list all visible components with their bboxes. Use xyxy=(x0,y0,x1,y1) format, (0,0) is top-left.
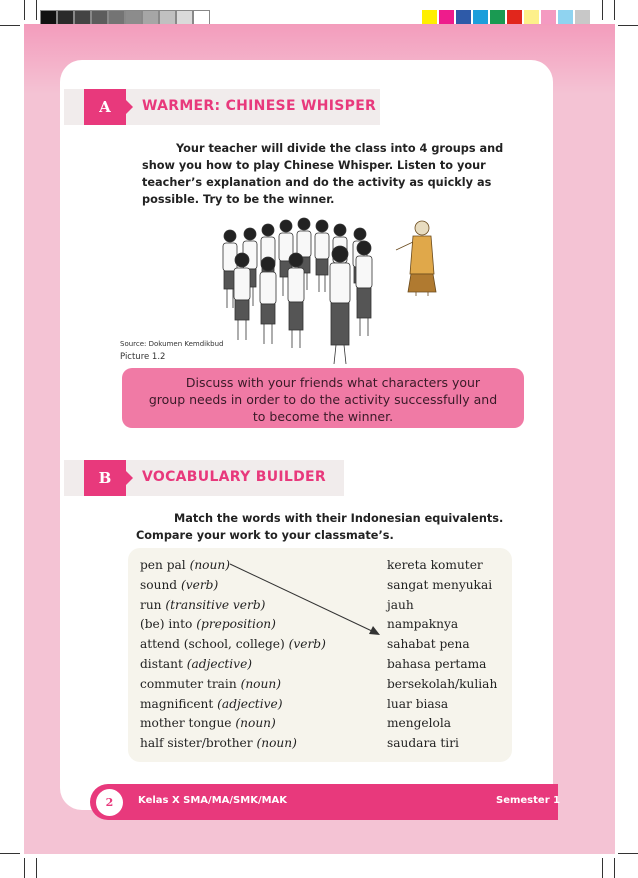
indonesian-term: luar biasa xyxy=(387,696,449,711)
indonesian-term: kereta komuter xyxy=(387,558,483,572)
term-part-of-speech: (transitive verb) xyxy=(165,597,266,612)
crop-mark xyxy=(24,0,25,20)
term-word: magnificent xyxy=(140,696,214,711)
term-word: mother tongue xyxy=(140,716,232,731)
term-part-of-speech: (noun) xyxy=(235,716,276,731)
term-word: pen pal xyxy=(140,558,186,572)
term-word: half sister/brother xyxy=(140,736,253,751)
english-term xyxy=(140,716,276,730)
section-b-letter: B xyxy=(84,460,126,496)
picture-caption: Picture 1.2 xyxy=(120,352,166,362)
section-a-letter: A xyxy=(84,89,126,125)
term-part-of-speech: (preposition) xyxy=(196,617,276,632)
term-part-of-speech: (noun) xyxy=(240,676,281,691)
registration-swatch xyxy=(575,10,590,25)
crop-mark xyxy=(618,853,638,854)
image-source-credit: Source: Dokumen Kemdikbud xyxy=(120,340,224,348)
indonesian-term: sahabat pena xyxy=(387,637,470,652)
term-word: (be) into xyxy=(140,617,193,632)
term-part-of-speech: (noun) xyxy=(189,558,230,572)
term-part-of-speech: (noun) xyxy=(256,736,297,751)
english-term xyxy=(140,558,230,572)
registration-swatch xyxy=(456,10,471,25)
crop-mark xyxy=(602,0,603,20)
instruction-line: Match the words with their Indonesian equivalents. xyxy=(174,512,504,525)
registration-swatch xyxy=(541,10,556,25)
paragraph-line: teacher’s explanation and do the activity as quickly as xyxy=(142,176,492,189)
registration-swatch xyxy=(490,10,505,25)
crop-mark xyxy=(602,858,603,878)
crop-mark xyxy=(24,858,25,878)
student-figure xyxy=(315,220,329,292)
crop-mark xyxy=(0,25,20,26)
section-a-paragraph xyxy=(142,140,508,208)
indonesian-term: bahasa pertama xyxy=(387,657,487,671)
term-part-of-speech: (adjective) xyxy=(186,657,253,671)
english-term xyxy=(140,677,281,691)
crop-mark xyxy=(618,25,638,26)
teacher-figure xyxy=(396,221,436,296)
term-word: attend (school, college) xyxy=(140,637,285,652)
paragraph-line: possible. Try to be the winner. xyxy=(142,193,335,206)
section-a-arrow-icon xyxy=(126,100,133,114)
english-term xyxy=(140,736,297,750)
english-term xyxy=(140,657,252,671)
section-b-title: VOCABULARY BUILDER xyxy=(142,469,326,485)
indonesian-term: jauh xyxy=(387,597,414,612)
section-b-instructions xyxy=(136,510,516,544)
term-part-of-speech: (verb) xyxy=(180,577,219,592)
instruction-line: Compare your work to your classmate’s. xyxy=(136,529,394,542)
term-word: sound xyxy=(140,577,178,592)
students-line-illustration xyxy=(210,212,450,368)
registration-swatch xyxy=(524,10,539,25)
crop-mark xyxy=(36,0,37,20)
example-match-arrow xyxy=(228,560,388,640)
paragraph-line: Your teacher will divide the class into 4 groups and xyxy=(176,142,504,155)
section-b-arrow-icon xyxy=(126,471,133,485)
registration-swatch xyxy=(422,10,437,25)
registration-swatch xyxy=(507,10,522,25)
crop-mark xyxy=(614,858,615,878)
term-part-of-speech: (verb) xyxy=(288,637,326,652)
indonesian-term: saudara tiri xyxy=(387,736,459,751)
paragraph-line: show you how to play Chinese Whisper. Listen to your xyxy=(142,159,486,172)
student-figure xyxy=(330,246,350,364)
discussion-line: Discuss with your friends what characters your xyxy=(185,375,481,390)
term-word: run xyxy=(140,597,162,612)
book-title: Kelas X SMA/MA/SMK/MAK xyxy=(138,795,288,806)
page-number: 2 xyxy=(96,789,123,816)
discussion-line: to become the winner. xyxy=(252,409,394,424)
registration-swatch xyxy=(473,10,488,25)
term-part-of-speech: (adjective) xyxy=(217,696,283,711)
discussion-box xyxy=(122,368,524,428)
indonesian-term: sangat menyukai xyxy=(387,577,493,592)
indonesian-term: nampaknya xyxy=(387,617,459,632)
crop-mark xyxy=(36,858,37,878)
term-word: distant xyxy=(140,657,183,671)
crop-mark xyxy=(614,0,615,20)
english-term xyxy=(140,697,282,711)
discussion-line: group needs in order to do the activity successfully and xyxy=(148,392,498,407)
registration-swatch xyxy=(439,10,454,25)
crop-mark xyxy=(0,853,20,854)
english-term xyxy=(140,578,218,592)
indonesian-term: bersekolah/kuliah xyxy=(387,676,498,691)
semester-label: Semester 1 xyxy=(496,795,561,806)
indonesian-term: mengelola xyxy=(387,716,452,731)
registration-swatch xyxy=(558,10,573,25)
term-word: commuter train xyxy=(140,676,237,691)
section-a-title: WARMER: CHINESE WHISPER xyxy=(142,98,377,114)
